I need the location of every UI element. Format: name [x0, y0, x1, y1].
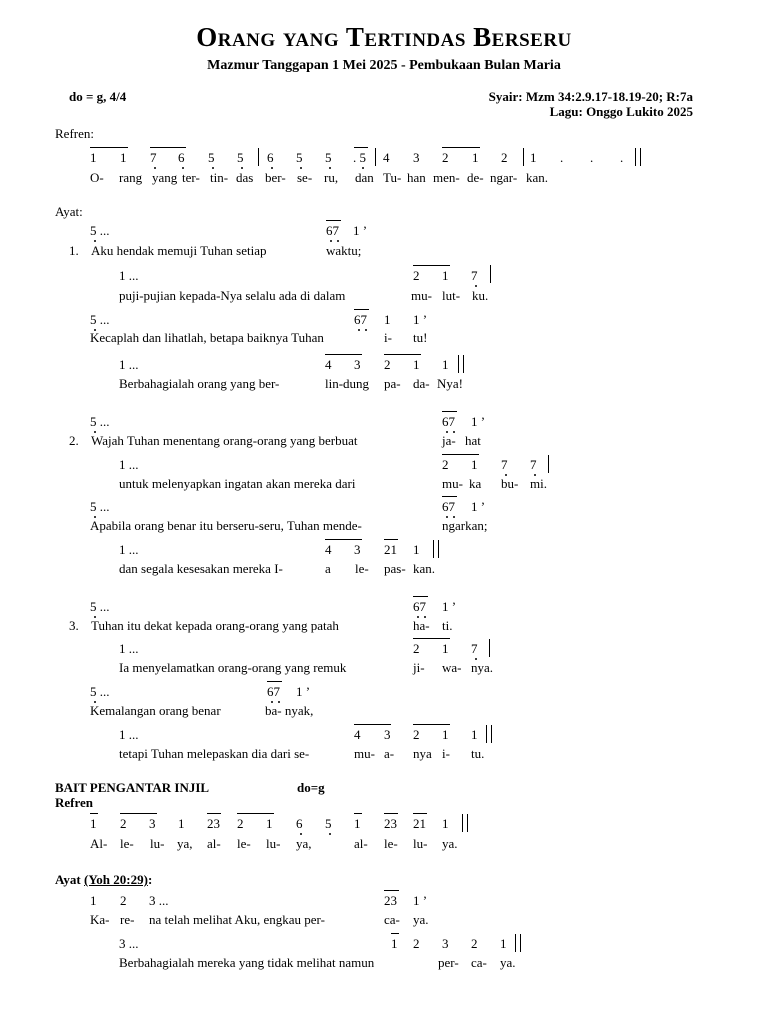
- bar-line: [375, 148, 376, 166]
- verse-syllable: a-: [384, 746, 395, 761]
- verse-syllable: tu.: [471, 746, 485, 761]
- chant-note: 1: [413, 357, 420, 372]
- beam: [384, 539, 398, 540]
- final-bar-line: [462, 814, 463, 832]
- chant-note: 5 ...: [90, 414, 110, 429]
- final-bar-line: [458, 355, 459, 373]
- beam: [442, 496, 457, 497]
- chant-note: 67: [442, 499, 455, 514]
- note: 4: [383, 150, 390, 165]
- lyric: de-: [467, 170, 484, 185]
- note: 1: [442, 816, 449, 831]
- beam: [325, 354, 362, 355]
- verse-syllable: i-: [442, 746, 450, 761]
- chant-note: 21: [384, 542, 397, 557]
- low-octave-dot: [329, 833, 331, 835]
- verse-number: 2.: [69, 433, 79, 448]
- verse-syllable: da-: [413, 376, 430, 391]
- verse-syllable: waktu;: [326, 243, 362, 258]
- key-signature: do = g, 4/4: [69, 89, 127, 104]
- low-octave-dot: [362, 167, 364, 169]
- beam: [384, 354, 421, 355]
- beam: [325, 539, 362, 540]
- lyric: ya,: [177, 836, 193, 851]
- chant-note: 3 ...: [149, 893, 169, 908]
- note: 1: [120, 150, 127, 165]
- chant-note: 1: [442, 357, 449, 372]
- chant-note: 2: [442, 457, 449, 472]
- verse-text: na telah melihat Aku, engkau per-: [149, 912, 325, 927]
- beam: [354, 724, 391, 725]
- final-bar-line: [515, 934, 516, 952]
- verse-text: Aku hendak memuji Tuhan setiap: [91, 243, 267, 258]
- beam: [90, 147, 128, 148]
- verse-text: dan segala kesesakan mereka I-: [119, 561, 283, 576]
- bar-line: [489, 639, 490, 657]
- chant-note: 4: [325, 357, 332, 372]
- verse-text: Ia menyelamatkan orang-orang yang remuk: [119, 660, 347, 675]
- lyric: Tu-: [383, 170, 402, 185]
- verse-syllable: mu-: [354, 746, 375, 761]
- verse-syllable: bu-: [501, 476, 519, 491]
- lyric: le-: [120, 836, 134, 851]
- lyric: ya.: [442, 836, 458, 851]
- note: 1: [354, 816, 361, 831]
- verse-number: 1.: [69, 243, 79, 258]
- ayat-label: Ayat:: [55, 204, 83, 219]
- chant-note: 5 ...: [90, 499, 110, 514]
- lyric: Al-: [90, 836, 108, 851]
- chant-note: 3: [384, 727, 391, 742]
- beam: [90, 813, 98, 814]
- chant-note: 1: [442, 268, 449, 283]
- final-bar-line: [635, 148, 636, 166]
- note: 23: [207, 816, 220, 831]
- verse-syllable: ja-: [442, 433, 456, 448]
- verse-text: untuk melenyapkan ingatan akan mereka dari: [119, 476, 356, 491]
- lyric: men-: [433, 170, 460, 185]
- note: 7: [150, 150, 157, 165]
- beam: [413, 265, 450, 266]
- note: . 5: [353, 150, 366, 165]
- lyric: ber-: [265, 170, 286, 185]
- chant-note: 1: [442, 641, 449, 656]
- section-heading: BAIT PENGANTAR INJIL: [55, 780, 210, 795]
- low-octave-dot: [154, 167, 156, 169]
- lyric: le-: [237, 836, 251, 851]
- refren-label: Refren: [55, 795, 94, 810]
- note: 5: [325, 150, 332, 165]
- lyric: O-: [90, 170, 104, 185]
- verse-syllable: kan.: [413, 561, 436, 576]
- chant-note: 3: [354, 357, 361, 372]
- beam: [442, 411, 457, 412]
- lyric: ru,: [324, 170, 339, 185]
- beam: [354, 309, 369, 310]
- lyric: han: [407, 170, 426, 185]
- beam: [442, 147, 480, 148]
- verse-syllable: pa-: [384, 376, 401, 391]
- verse-syllable: ku.: [472, 288, 489, 303]
- low-octave-dot: [330, 240, 332, 242]
- chant-note: 1: [471, 727, 478, 742]
- low-octave-dot: [300, 167, 302, 169]
- lyric: lu-: [413, 836, 428, 851]
- low-octave-dot: [337, 240, 339, 242]
- chant-note: 1: [384, 312, 391, 327]
- chant-note: 1 ’: [296, 684, 311, 699]
- verse-syllable: mu-: [411, 288, 432, 303]
- verse-syllable: le-: [355, 561, 369, 576]
- verse-syllable: per-: [438, 955, 459, 970]
- beam: [150, 147, 186, 148]
- verse-syllable: Nya!: [437, 376, 463, 391]
- verse-syllable: mi.: [530, 476, 547, 491]
- chant-note: 3: [354, 542, 361, 557]
- verse-syllable: ca-: [471, 955, 487, 970]
- verse-syllable: lin-dung: [325, 376, 370, 391]
- lyricist-credit: Syair: Mzm 34:2.9.17-18.19-20; R:7a: [488, 89, 693, 104]
- note: 6: [178, 150, 185, 165]
- lyric: das: [236, 170, 254, 185]
- chant-note: 2: [120, 893, 127, 908]
- note: 3: [149, 816, 156, 831]
- chant-note: 1 ’: [413, 893, 428, 908]
- chant-note: 2: [384, 357, 391, 372]
- verse-syllable: i-: [384, 330, 392, 345]
- low-octave-dot: [300, 833, 302, 835]
- verse-syllable: ka: [469, 476, 482, 491]
- verse-syllable: ba- nyak,: [265, 703, 314, 718]
- chant-note: 1 ...: [119, 357, 139, 372]
- verse-syllable: nya: [413, 746, 432, 761]
- chant-note: 7: [471, 641, 478, 656]
- note: .: [560, 150, 564, 165]
- composer-credit: Lagu: Onggo Lukito 2025: [549, 104, 693, 119]
- verse-syllable: a: [325, 561, 331, 576]
- low-octave-dot: [329, 167, 331, 169]
- beam: [413, 638, 450, 639]
- low-octave-dot: [182, 167, 184, 169]
- note: 1: [530, 150, 537, 165]
- beam: [391, 933, 399, 934]
- beam: [326, 220, 341, 221]
- verse-syllable: ti.: [442, 618, 453, 633]
- note: 21: [413, 816, 426, 831]
- chant-note: 2: [413, 641, 420, 656]
- chant-note: 3: [442, 936, 449, 951]
- beam: [413, 724, 450, 725]
- chant-note: 1 ’: [471, 499, 486, 514]
- refren-label: Refren:: [55, 126, 94, 141]
- chant-note: 1: [90, 893, 97, 908]
- low-octave-dot: [241, 167, 243, 169]
- verse-text: Wajah Tuhan menentang orang-orang yang berbuat: [91, 433, 358, 448]
- bar-line: [523, 148, 524, 166]
- verse-syllable: wa-: [442, 660, 462, 675]
- verse-text: Berbahagialah mereka yang tidak melihat namun: [119, 955, 375, 970]
- chant-note: 1: [500, 936, 507, 951]
- low-octave-dot: [475, 285, 477, 287]
- note: 1: [90, 816, 97, 831]
- verse-syllable: ha-: [413, 618, 430, 633]
- beam: [354, 147, 368, 148]
- chant-note: 67: [354, 312, 367, 327]
- chant-note: 1: [442, 727, 449, 742]
- note: 1: [472, 150, 479, 165]
- note: 2: [501, 150, 508, 165]
- lyric: yang: [152, 170, 178, 185]
- verse-text: puji-pujian kepada-Nya selalu ada di dalam: [119, 288, 346, 303]
- beam: [207, 813, 221, 814]
- note: 2: [442, 150, 449, 165]
- ayat-label: [55, 872, 152, 887]
- note: 5: [237, 150, 244, 165]
- beam: [384, 813, 398, 814]
- chant-note: 5 ...: [90, 684, 110, 699]
- chant-note: 1 ...: [119, 457, 139, 472]
- scripture-reference: (Yoh 20:29): [84, 872, 148, 887]
- note: 23: [384, 816, 397, 831]
- lyric: lu-: [266, 836, 281, 851]
- lyric: lu-: [150, 836, 165, 851]
- ayat-colon: :: [147, 872, 153, 887]
- note: .: [590, 150, 594, 165]
- chant-note: 1 ’: [413, 312, 428, 327]
- chant-note: 7: [471, 268, 478, 283]
- chant-note: 2: [413, 268, 420, 283]
- chant-note: 1 ...: [119, 542, 139, 557]
- verse-syllable: ji-: [413, 660, 425, 675]
- chant-note: 2: [413, 727, 420, 742]
- beam: [413, 813, 427, 814]
- chant-note: 1 ’: [442, 599, 457, 614]
- lyric: se-: [297, 170, 313, 185]
- page-title: Orang yang Tertindas Berseru: [196, 22, 572, 52]
- chant-note: 7: [501, 457, 508, 472]
- note: 5: [325, 816, 332, 831]
- verse-text: Apabila orang benar itu berseru-seru, Tuhan mende-: [90, 518, 362, 533]
- beam: [384, 890, 399, 891]
- chant-note: 5 ...: [90, 223, 110, 238]
- chant-note: 1 ...: [119, 268, 139, 283]
- note: .: [620, 150, 624, 165]
- note: 2: [237, 816, 244, 831]
- note: 3: [413, 150, 420, 165]
- chant-note: 67: [326, 223, 339, 238]
- verse-syllable: re-: [120, 912, 135, 927]
- verse-syllable: ngarkan;: [442, 518, 488, 533]
- final-bar-line: [491, 725, 492, 743]
- note: 1: [178, 816, 185, 831]
- low-octave-dot: [358, 329, 360, 331]
- final-bar-line: [463, 355, 464, 373]
- verse-text: Kecaplah dan lihatlah, betapa baiknya Tuhan: [90, 330, 324, 345]
- verse-text: tetapi Tuhan melepaskan dia dari se-: [119, 746, 310, 761]
- chant-note: 67: [413, 599, 426, 614]
- lyric: rang: [119, 170, 143, 185]
- key-signature: do=g: [297, 780, 325, 795]
- low-octave-dot: [212, 167, 214, 169]
- chant-note: 3 ...: [119, 936, 139, 951]
- chant-note: 1 ...: [119, 727, 139, 742]
- lyric: al-: [354, 836, 368, 851]
- verse-syllable: ca-: [384, 912, 400, 927]
- bar-line: [258, 148, 259, 166]
- final-bar-line: [438, 540, 439, 558]
- lyric: al-: [207, 836, 221, 851]
- chant-note: 4: [354, 727, 361, 742]
- low-octave-dot: [365, 329, 367, 331]
- verse-syllable: ya.: [413, 912, 429, 927]
- note: 2: [120, 816, 127, 831]
- bar-line: [548, 455, 549, 473]
- lyric: dan: [355, 170, 374, 185]
- beam: [413, 596, 428, 597]
- note: 5: [296, 150, 303, 165]
- verse-syllable: tu!: [413, 330, 428, 345]
- chant-note: 4: [325, 542, 332, 557]
- beam: [120, 813, 157, 814]
- lyric: ngar-: [490, 170, 518, 185]
- verse-syllable: lut-: [442, 288, 461, 303]
- chant-note: 67: [267, 684, 280, 699]
- final-bar-line: [486, 725, 487, 743]
- chant-note: 1: [471, 457, 478, 472]
- chant-note: 1 ’: [471, 414, 486, 429]
- final-bar-line: [640, 148, 641, 166]
- chant-note: 1 ’: [353, 223, 368, 238]
- final-bar-line: [433, 540, 434, 558]
- lyric: tin-: [210, 170, 229, 185]
- beam: [237, 813, 274, 814]
- low-octave-dot: [271, 167, 273, 169]
- chant-note: 7: [530, 457, 537, 472]
- verse-syllable: mu-: [442, 476, 463, 491]
- low-octave-dot: [94, 240, 96, 242]
- beam: [354, 813, 362, 814]
- verse-text: Tuhan itu dekat kepada orang-orang yang patah: [91, 618, 339, 633]
- beam: [442, 454, 479, 455]
- chant-note: 5 ...: [90, 312, 110, 327]
- chant-note: 23: [384, 893, 397, 908]
- verse-syllable: pas-: [384, 561, 406, 576]
- chant-note: 1: [413, 542, 420, 557]
- note: 6: [267, 150, 274, 165]
- chant-note: 2: [413, 936, 420, 951]
- lyric: ter-: [182, 170, 200, 185]
- lyric: ya,: [296, 836, 312, 851]
- note: 6: [296, 816, 303, 831]
- beam: [267, 681, 282, 682]
- lyric: le-: [384, 836, 398, 851]
- final-bar-line: [467, 814, 468, 832]
- bar-line: [490, 265, 491, 283]
- chant-note: 1 ...: [119, 641, 139, 656]
- verse-number: 3.: [69, 618, 79, 633]
- verse-syllable: ya.: [500, 955, 516, 970]
- verse-syllable: hat: [465, 433, 481, 448]
- note: 1: [90, 150, 97, 165]
- page-subtitle: Mazmur Tanggapan 1 Mei 2025 - Pembukaan Bulan Maria: [207, 58, 561, 73]
- note: 5: [208, 150, 215, 165]
- verse-text: Berbahagialah orang yang ber-: [119, 376, 280, 391]
- chant-note: 1: [391, 936, 398, 951]
- verse-syllable: nya.: [471, 660, 494, 675]
- ayat-label-text: Ayat: [55, 872, 81, 887]
- chant-note: 5 ...: [90, 599, 110, 614]
- chant-note: 2: [471, 936, 478, 951]
- verse-text: Kemalangan orang benar: [90, 703, 221, 718]
- chant-note: 67: [442, 414, 455, 429]
- final-bar-line: [520, 934, 521, 952]
- verse-syllable: Ka-: [90, 912, 110, 927]
- note: 1: [266, 816, 273, 831]
- lyric: kan.: [526, 170, 549, 185]
